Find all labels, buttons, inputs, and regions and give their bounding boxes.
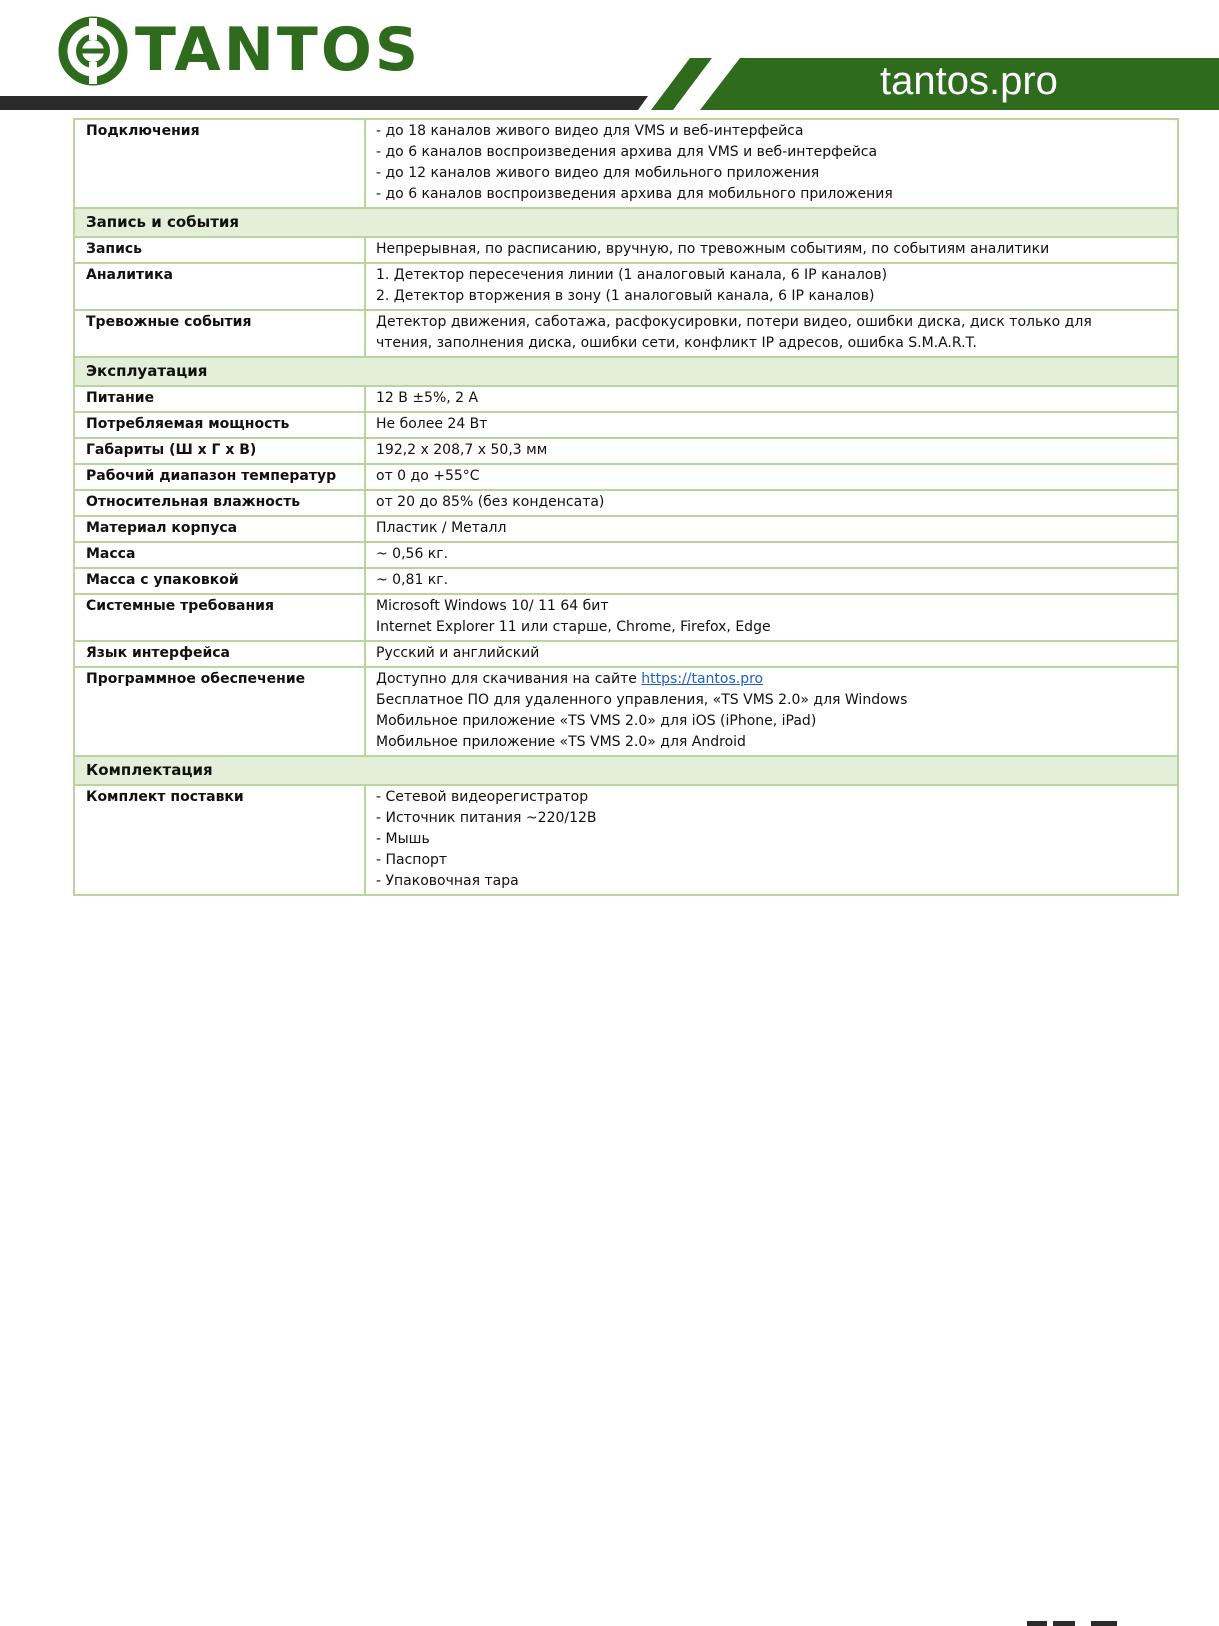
value-line: 192,2 x 208,7 x 50,3 мм (376, 442, 548, 458)
value-line: от 20 до 85% (без конденсата) (376, 494, 605, 510)
tantos-logo-icon (58, 16, 128, 86)
value-line: Microsoft Windows 10/ 11 64 бит (376, 598, 609, 614)
row-value (365, 412, 1178, 438)
table-row (74, 641, 1178, 667)
row-value (365, 490, 1178, 516)
value-line: - Сетевой видеорегистратор (376, 789, 589, 805)
row-value (365, 641, 1178, 667)
table-row (74, 119, 1178, 208)
table-row (74, 237, 1178, 263)
row-label: Подключения (74, 119, 365, 208)
row-label: Масса (74, 542, 365, 568)
row-label: Питание (74, 386, 365, 412)
row-label: Тревожные события (74, 310, 365, 357)
value-line: Не более 24 Вт (376, 416, 488, 432)
row-value (365, 310, 1178, 357)
table-row (74, 542, 1178, 568)
value-line: ~ 0,81 кг. (376, 572, 449, 588)
dark-header-bar (0, 96, 648, 110)
value-line: Непрерывная, по расписанию, вручную, по тревожным событиям, по событиям аналитики (376, 241, 1050, 257)
download-prefix: Доступно для скачивания на сайте (376, 671, 642, 687)
green-stripe (651, 58, 712, 110)
row-value (365, 119, 1178, 208)
value-line: - до 6 каналов воспроизведения архива для мобильного приложения (376, 186, 893, 202)
table-row (74, 516, 1178, 542)
brand-name: TANTOS (135, 15, 422, 85)
value-line: чтения, заполнения диска, ошибки сети, конфликт IP адресов, ошибка S.M.A.R.T. (376, 335, 977, 351)
value-line: Internet Explorer 11 или старше, Chrome, Firefox, Edge (376, 619, 771, 635)
value-line: - Мышь (376, 831, 430, 847)
row-value (365, 594, 1178, 641)
table-row (74, 568, 1178, 594)
table-row (74, 263, 1178, 310)
row-value (365, 438, 1178, 464)
table-row (74, 490, 1178, 516)
value-line: - Упаковочная тара (376, 873, 519, 889)
row-label: Масса с упаковкой (74, 568, 365, 594)
section-header-row (74, 357, 1178, 386)
table-row (74, 594, 1178, 641)
table-row (74, 412, 1178, 438)
value-line: Мобильное приложение «TS VMS 2.0» для iOS (iPhone, iPad) (376, 713, 817, 729)
value-line: - Паспорт (376, 852, 448, 868)
row-value (365, 263, 1178, 310)
value-line (376, 669, 1167, 690)
row-label: Рабочий диапазон температур (74, 464, 365, 490)
value-line: - до 18 каналов живого видео для VMS и веб-интерфейса (376, 123, 804, 139)
value-line: 12 В ±5%, 2 А (376, 390, 479, 406)
section-title: Запись и события (74, 208, 1178, 237)
row-label: Язык интерфейса (74, 641, 365, 667)
row-value (365, 542, 1178, 568)
row-value (365, 516, 1178, 542)
value-line: Бесплатное ПО для удаленного управления, «TS VMS 2.0» для Windows (376, 692, 908, 708)
row-value (365, 568, 1178, 594)
value-line: Пластик / Металл (376, 520, 507, 536)
row-label: Программное обеспечение (74, 667, 365, 756)
row-value (365, 667, 1178, 756)
value-line: ~ 0,56 кг. (376, 546, 449, 562)
table-row (74, 386, 1178, 412)
download-link[interactable]: https://tantos.pro (641, 671, 764, 687)
row-value (365, 386, 1178, 412)
value-line: - Источник питания ~220/12В (376, 810, 597, 826)
spec-table (73, 118, 1179, 896)
row-label: Габариты (Ш х Г х В) (74, 438, 365, 464)
value-line: Русский и английский (376, 645, 540, 661)
row-label: Комплект поставки (74, 785, 365, 895)
row-label: Относительная влажность (74, 490, 365, 516)
value-line: от 0 до +55°С (376, 468, 480, 484)
table-row (74, 785, 1178, 895)
section-title: Эксплуатация (74, 357, 1178, 386)
table-row (74, 464, 1178, 490)
section-title: Комплектация (74, 756, 1178, 785)
row-label: Потребляемая мощность (74, 412, 365, 438)
site-url[interactable]: tantos.pro (880, 59, 1058, 103)
row-label: Системные требования (74, 594, 365, 641)
page-header (0, 0, 1219, 118)
row-label: Аналитика (74, 263, 365, 310)
row-label: Материал корпуса (74, 516, 365, 542)
value-line: - до 6 каналов воспроизведения архива для VMS и веб-интерфейса (376, 144, 878, 160)
section-header-row (74, 208, 1178, 237)
row-value (365, 464, 1178, 490)
value-line: Детектор движения, саботажа, расфокусировки, потери видео, ошибки диска, диск только для (376, 314, 1092, 330)
section-header-row (74, 756, 1178, 785)
value-line: Мобильное приложение «TS VMS 2.0» для Android (376, 734, 746, 750)
row-value (365, 237, 1178, 263)
row-value (365, 785, 1178, 895)
table-row (74, 310, 1178, 357)
value-line: 2. Детектор вторжения в зону (1 аналоговый канала, 6 IP каналов) (376, 288, 875, 304)
table-row (74, 667, 1178, 756)
row-label: Запись (74, 237, 365, 263)
value-line: 1. Детектор пересечения линии (1 аналоговый канала, 6 IP каналов) (376, 267, 888, 283)
footer-fragment (1019, 1618, 1129, 1626)
table-row (74, 438, 1178, 464)
value-line: - до 12 каналов живого видео для мобильного приложения (376, 165, 820, 181)
